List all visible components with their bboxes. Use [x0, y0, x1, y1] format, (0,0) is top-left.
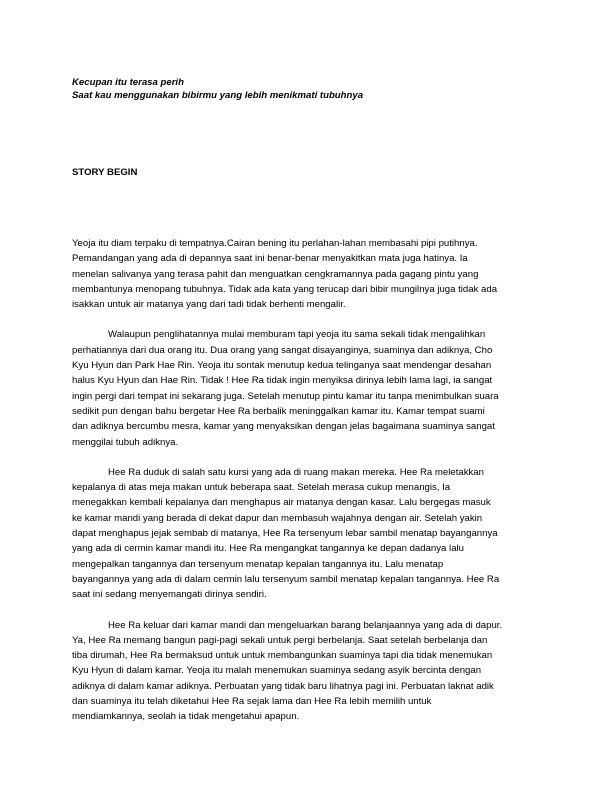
- text-line: dan adiknya bercumbu mesra, kamar yang menyaksikan dengan jelas bagaimana suaminya sangat: [72, 421, 495, 433]
- text-line: yang ada di cermin kamar mandi itu. Hee Ra mengangkat tangannya ke depan dadanya lalu: [72, 543, 464, 555]
- text-line: ke kamar mandi yang berada di dekat dapur dan membasuh wajahnya dengan air. Setelah yakin: [72, 512, 483, 524]
- text-line: Yeoja itu diam terpaku di tempatnya.Cairan bening itu perlahan-lahan membasahi pipi putihnya.: [72, 238, 478, 249]
- paragraph-4: [72, 618, 542, 725]
- text-line: adiknya di dalam kamar adiknya. Perbuatan yang tidak baru lihatnya pagi ini. Perbuatan laknat adik: [72, 680, 494, 692]
- text-line: sedikit pun dengan bahu bergetar Hee Ra berbalik meninggalkan kamar itu. Kamar tempat suami: [72, 405, 485, 417]
- text-line: Ya, Hee Ra memang bangun pagi-pagi sekali untuk pergi berbelanja. Saat setelah berbelanja dan: [72, 634, 488, 646]
- text-line: bayangannya yang ada di dalam cermin lalu tersenyum sambil menatap kepalan tangannya. Hee Ra: [72, 573, 500, 585]
- text-line: Pemandangan yang ada di depannya saat ini benar-benar menyakitkan mata juga hatinya. Ia: [72, 253, 468, 265]
- paragraph-2: [72, 327, 542, 449]
- text-line: saat ini sedang menyemangati dirinya sendiri.: [72, 589, 267, 601]
- text-line: mendiamkannya, seolah ia tidak mengetahui apapun.: [72, 711, 300, 723]
- text-line: tiba dirumah, Hee Ra bermaksud untuk untuk membangunkan suaminya tapi dia tidak menemukan: [72, 650, 493, 662]
- text-line: ingin pergi dari tempat ini sekarang juga. Setelah menutup pintu kamar itu tanpa menimbulkan suara: [72, 390, 499, 402]
- text-line: Walaupun penglihatannya mulai memburam tapi yeoja itu sama sekali tidak mengalihkan: [108, 329, 486, 341]
- text-line: isakkan untuk air matanya yang dari tadi tidak berhenti mengalir.: [72, 299, 346, 311]
- epigraph-line-1: Kecupan itu terasa perih: [72, 77, 184, 88]
- paragraph-3: [72, 465, 542, 603]
- story-body: [72, 236, 542, 740]
- text-line: Hee Ra duduk di salah satu kursi yang ada di ruang makan mereka. Hee Ra meletakkan: [108, 466, 484, 478]
- text-line: dan suaminya itu telah diketahui Hee Ra sejak lama dan Hee Ra lebih memilih untuk: [72, 696, 432, 708]
- text-line: Hee Ra keluar dari kamar mandi dan mengeluarkan barang belanjaannya yang ada di dapur.: [108, 619, 503, 631]
- text-line: halus Kyu Hyun dan Hae Rin. Tidak ! Hee Ra tidak ingin menyiksa dirinya lebih lama lagi, ia sangat: [72, 375, 493, 387]
- story-heading: STORY BEGIN: [72, 167, 138, 178]
- text-line: Kyu Hyun dan Park Hae Rin. Yeoja itu sontak menutup kedua telinganya saat mendengar desahan: [72, 360, 492, 372]
- epigraph-line-2: Saat kau menggunakan bibirmu yang lebih menikmati tubuhnya: [72, 90, 364, 101]
- text-line: Kyu Hyun di dalam kamar. Yeoja itu malah menemukan suaminya sedang asyik bercinta dengan: [72, 665, 482, 677]
- paragraph-1: [72, 236, 542, 312]
- text-line: menggilai tubuh adiknya.: [72, 436, 179, 448]
- text-line: mengepalkan tangannya dan tersenyum menatap kepalan tangannya itu. Lalu menatap: [72, 558, 444, 570]
- text-line: menelan salivanya yang terasa pahit dan menguatkan cengkramannya pada gagang pintu yang: [72, 268, 479, 280]
- text-line: menegakkan kembali kepalanya dan menghapus air matanya dengan kasar. Lalu bergegas masuk: [72, 497, 491, 509]
- text-line: membantunya menopang tubuhnya. Tidak ada kata yang terucap dari bibir mungilnya juga tidak ada: [72, 283, 498, 295]
- text-line: perhatiannya dari dua orang itu. Dua orang yang sangat disayanginya, suaminya dan adiknya, Cho: [72, 344, 493, 356]
- text-line: kepalanya di atas meja makan untuk beberapa saat. Setelah merasa cukup menangis, Ia: [72, 482, 451, 494]
- text-line: dapat menghapus jejak sembab di matanya, Hee Ra tersenyum lebar sambil menatap bayangannya: [72, 528, 498, 540]
- epigraph: [72, 76, 552, 102]
